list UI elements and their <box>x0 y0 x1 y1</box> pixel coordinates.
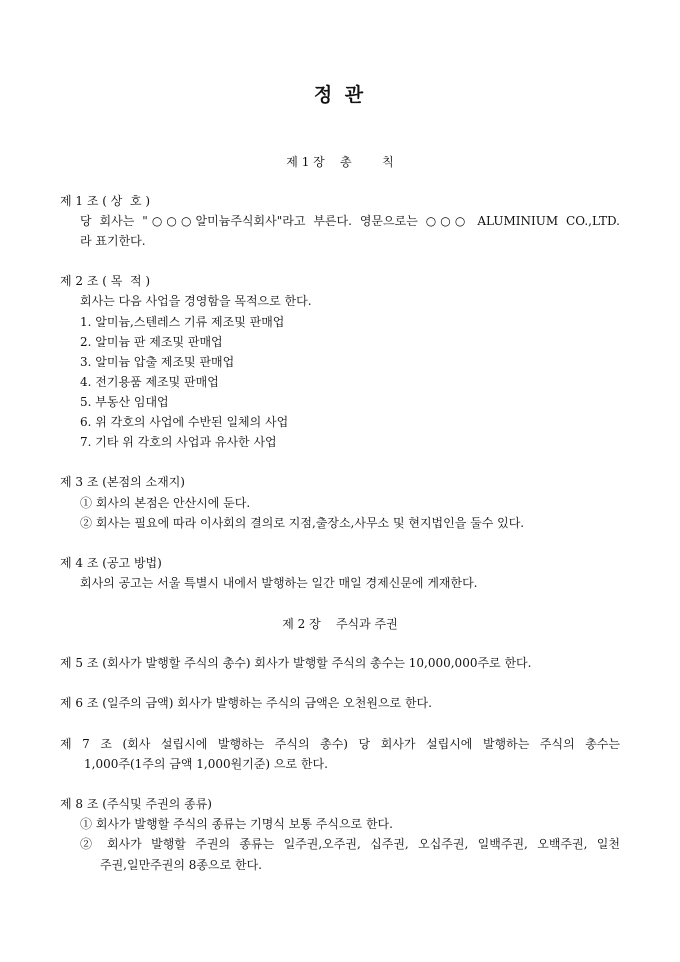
list-item: 1. 알미늄,스텐레스 기류 제조및 판매업 <box>80 315 285 329</box>
list-item-continuation: 주권,일만주권의 8종으로 한다. <box>100 858 262 872</box>
article-6-text: 제 6 조 (일주의 금액) 회사가 발행하는 주식의 금액은 오천원으로 한다. <box>60 696 432 710</box>
list-item: 4. 전기용품 제조및 판매업 <box>80 375 219 389</box>
article-2-heading: 제 2 조 ( 목 적 ) <box>60 274 151 288</box>
list-item: 7. 기타 위 각호의 사업과 유사한 사업 <box>80 435 277 449</box>
list-item: 5. 부동산 임대업 <box>80 395 169 409</box>
list-item: ① 회사의 본점은 안산시에 둔다. <box>80 496 251 510</box>
article-2-intro: 회사는 다음 사업을 경영함을 목적으로 한다. <box>80 294 312 308</box>
article-4-text: 회사의 공고는 서울 특별시 내에서 발행하는 일간 매일 경제신문에 게재한다. <box>80 576 478 590</box>
article-4-heading: 제 4 조 (공고 방법) <box>60 556 162 570</box>
chapter-1-heading: 제 1 장 총 칙 <box>286 155 394 169</box>
article-3-heading: 제 3 조 (본점의 소재지) <box>60 475 185 489</box>
article-1-text-line-1: 당 회사는 "○○○알미늄주식회사"라고 부른다. 영문으로는 ○○○ ALUMINIUM CO.,LTD. <box>80 214 620 228</box>
list-item: 2. 알미늄 판 제조및 판매업 <box>80 335 223 349</box>
article-7-text-line-1: 제 7 조 (회사 설립시에 발행하는 주식의 총수) 당 회사가 설립시에 발행하는 주식의 총수는 <box>60 737 620 751</box>
document-title: 정 관 <box>313 84 367 106</box>
list-item: 3. 알미늄 압출 제조및 판매업 <box>80 355 235 369</box>
article-1-text-line-2: 라 표기한다. <box>80 234 146 248</box>
article-1-heading: 제 1 조 ( 상 호 ) <box>60 194 151 208</box>
list-item: ② 회사는 필요에 따라 이사회의 결의로 지점,출장소,사무소 및 현지법인을 둘수 있다. <box>80 516 525 530</box>
list-item: ② 회사가 발행할 주권의 종류는 일주권,오주권, 십주권, 오십주권, 일백주권, 오백주권, 일천 <box>80 837 620 851</box>
list-item: ① 회사가 발행할 주식의 종류는 기명식 보통 주식으로 한다. <box>80 817 393 831</box>
list-item: 6. 위 각호의 사업에 수반된 일체의 사업 <box>80 415 289 429</box>
chapter-2-heading: 제 2 장 주식과 주권 <box>282 617 398 631</box>
article-8-heading: 제 8 조 (주식및 주권의 종류) <box>60 797 212 811</box>
article-7-text-line-2: 1,000주(1주의 금액 1,000원기준) 으로 한다. <box>84 757 328 771</box>
article-5-text: 제 5 조 (회사가 발행할 주식의 총수) 회사가 발행할 주식의 총수는 10,000,000주로 한다. <box>60 656 532 670</box>
